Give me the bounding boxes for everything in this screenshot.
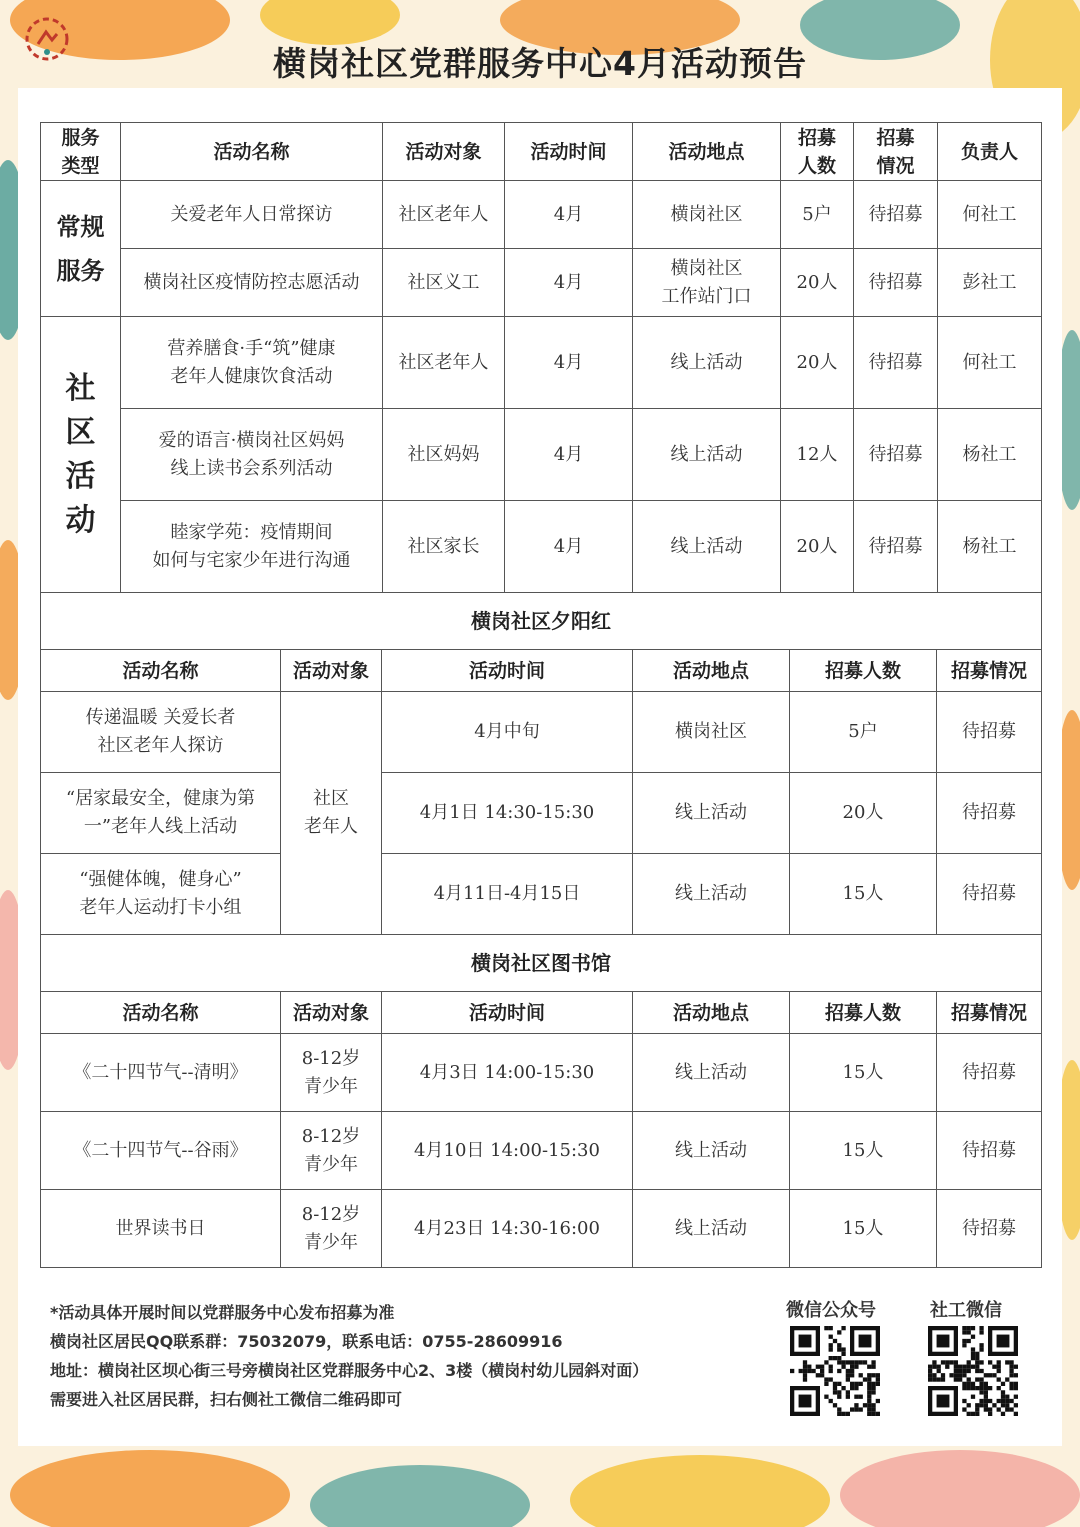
column-header: 负责人 (938, 123, 1042, 181)
table-row (41, 249, 1042, 317)
column-header: 活动地点 (633, 650, 790, 692)
section-row (41, 935, 1042, 992)
table-cell: 横岗社区 (633, 692, 790, 773)
table-row (41, 501, 1042, 593)
table-cell: 线上活动 (633, 409, 781, 501)
table-cell: 待招募 (937, 1112, 1042, 1190)
section-title-sunset: 横岗社区夕阳红 (41, 593, 1042, 650)
table-cell: 待招募 (937, 773, 1042, 854)
section-title-library: 横岗社区图书馆 (41, 935, 1042, 992)
activity-target: 社区 老年人 (281, 692, 382, 935)
column-header: 招募情况 (937, 650, 1042, 692)
social-worker-wechat-label: 社工微信 (930, 1300, 1002, 1321)
column-header: 招募 人数 (781, 123, 854, 181)
table-cell: 世界读书日 (41, 1190, 281, 1268)
table-cell: 线上活动 (633, 773, 790, 854)
table-cell: 横岗社区 (633, 181, 781, 249)
table-cell: 待招募 (937, 692, 1042, 773)
column-header: 招募 情况 (854, 123, 938, 181)
column-header: 活动对象 (281, 992, 382, 1034)
table-cell: 15人 (790, 1190, 937, 1268)
column-header: 活动时间 (382, 650, 633, 692)
footer-line-contact: 横岗社区居民QQ联系群：75032079，联系电话：0755-28609916 (50, 1332, 563, 1351)
activity-table-sunset (40, 592, 1042, 935)
table-cell: 线上活动 (633, 501, 781, 593)
table-row (41, 409, 1042, 501)
table-cell: 待招募 (937, 854, 1042, 935)
table-cell: 睦家学苑：疫情期间 如何与宅家少年进行沟通 (121, 501, 383, 593)
footer-line-note: *活动具体开展时间以党群服务中心发布招募为准 (50, 1303, 395, 1322)
activity-name: 传递温暖 关爱长者 社区老年人探访 (41, 692, 281, 773)
wechat-official-qr-icon[interactable] (790, 1326, 880, 1416)
table-row (41, 1190, 1042, 1268)
table-cell: 4月3日 14:00-15:30 (382, 1034, 633, 1112)
table-cell: 社区老年人 (383, 181, 505, 249)
table-cell: 4月11日-4月15日 (382, 854, 633, 935)
table-cell: 线上活动 (633, 317, 781, 409)
table-cell: 20人 (781, 501, 854, 593)
table-cell: 杨社工 (938, 409, 1042, 501)
table-row (41, 1112, 1042, 1190)
table-cell: 8-12岁 青少年 (281, 1190, 382, 1268)
table-cell: 20人 (781, 249, 854, 317)
table-cell: 待招募 (854, 181, 938, 249)
table-cell: 8-12岁 青少年 (281, 1034, 382, 1112)
table-cell: 待招募 (937, 1190, 1042, 1268)
table-cell: 横岗社区疫情防控志愿活动 (121, 249, 383, 317)
table-cell: 4月中旬 (382, 692, 633, 773)
table-row (41, 773, 1042, 854)
table-cell: 5户 (790, 692, 937, 773)
table-row (41, 692, 1042, 773)
table-cell: 线上活动 (633, 854, 790, 935)
table-cell: 12人 (781, 409, 854, 501)
table-cell: 线上活动 (633, 1190, 790, 1268)
table-cell: 4月23日 14:30-16:00 (382, 1190, 633, 1268)
table-cell: 社区老年人 (383, 317, 505, 409)
table-cell: 爱的语言·横岗社区妈妈 线上读书会系列活动 (121, 409, 383, 501)
table-cell: 4月 (505, 501, 633, 593)
table-cell: 何社工 (938, 181, 1042, 249)
activity-name: “居家最安全，健康为第 一”老年人线上活动 (41, 773, 281, 854)
table-cell: 4月 (505, 249, 633, 317)
column-header: 活动对象 (383, 123, 505, 181)
table-header-row (41, 992, 1042, 1034)
column-header: 活动名称 (41, 992, 281, 1034)
column-header: 活动地点 (633, 123, 781, 181)
column-header: 活动时间 (382, 992, 633, 1034)
section-row (41, 593, 1042, 650)
table-header-row (41, 650, 1042, 692)
footer-line-join: 需要进入社区居民群，扫右侧社工微信二维码即可 (50, 1390, 403, 1409)
table-row (41, 1034, 1042, 1112)
table-cell: 15人 (790, 1112, 937, 1190)
table-cell: 社区家长 (383, 501, 505, 593)
footer-line-address: 地址：横岗社区坝心街三号旁横岗社区党群服务中心2、3楼（横岗村幼儿园斜对面） (50, 1361, 649, 1380)
table-row (41, 181, 1042, 249)
table-cell: 4月 (505, 317, 633, 409)
table-cell: 《二十四节气--清明》 (41, 1034, 281, 1112)
table-cell: 5户 (781, 181, 854, 249)
column-header: 活动对象 (281, 650, 382, 692)
column-header: 招募人数 (790, 650, 937, 692)
table-cell: 4月1日 14:30-15:30 (382, 773, 633, 854)
table-header-row (41, 123, 1042, 181)
table-cell: 社区义工 (383, 249, 505, 317)
activity-table-library (40, 934, 1042, 1268)
column-header: 活动地点 (633, 992, 790, 1034)
table-cell: 4月 (505, 409, 633, 501)
service-category: 常规 服务 (41, 181, 121, 317)
column-header: 活动时间 (505, 123, 633, 181)
footer-notes (50, 1298, 770, 1414)
table-cell: 20人 (790, 773, 937, 854)
table-cell: 20人 (781, 317, 854, 409)
table-cell: 何社工 (938, 317, 1042, 409)
table-cell: 杨社工 (938, 501, 1042, 593)
table-cell: 线上活动 (633, 1034, 790, 1112)
table-cell: 待招募 (854, 317, 938, 409)
table-row (41, 854, 1042, 935)
social-worker-qr-icon[interactable] (928, 1326, 1018, 1416)
table-cell: 横岗社区 工作站门口 (633, 249, 781, 317)
table-cell: 待招募 (854, 409, 938, 501)
table-cell: 4月10日 14:00-15:30 (382, 1112, 633, 1190)
table-cell: 营养膳食·手“筑”健康 老年人健康饮食活动 (121, 317, 383, 409)
table-cell: 关爱老年人日常探访 (121, 181, 383, 249)
table-cell: 待招募 (937, 1034, 1042, 1112)
table-cell: 4月 (505, 181, 633, 249)
activity-name: “强健体魄，健身心” 老年人运动打卡小组 (41, 854, 281, 935)
table-cell: 15人 (790, 1034, 937, 1112)
table-cell: 彭社工 (938, 249, 1042, 317)
table-cell: 《二十四节气--谷雨》 (41, 1112, 281, 1190)
table-cell: 社区妈妈 (383, 409, 505, 501)
column-header: 活动名称 (121, 123, 383, 181)
column-header: 招募情况 (937, 992, 1042, 1034)
column-header: 招募人数 (790, 992, 937, 1034)
wechat-official-label: 微信公众号 (786, 1300, 876, 1321)
page-title: 横岗社区党群服务中心4月活动预告 (273, 44, 807, 83)
column-header: 活动名称 (41, 650, 281, 692)
table-cell: 待招募 (854, 501, 938, 593)
table-cell: 15人 (790, 854, 937, 935)
service-category: 社 区 活 动 (41, 317, 121, 593)
column-header: 服务 类型 (41, 123, 121, 181)
table-cell: 线上活动 (633, 1112, 790, 1190)
table-cell: 8-12岁 青少年 (281, 1112, 382, 1190)
table-cell: 待招募 (854, 249, 938, 317)
table-row (41, 317, 1042, 409)
activity-table-main (40, 122, 1042, 593)
